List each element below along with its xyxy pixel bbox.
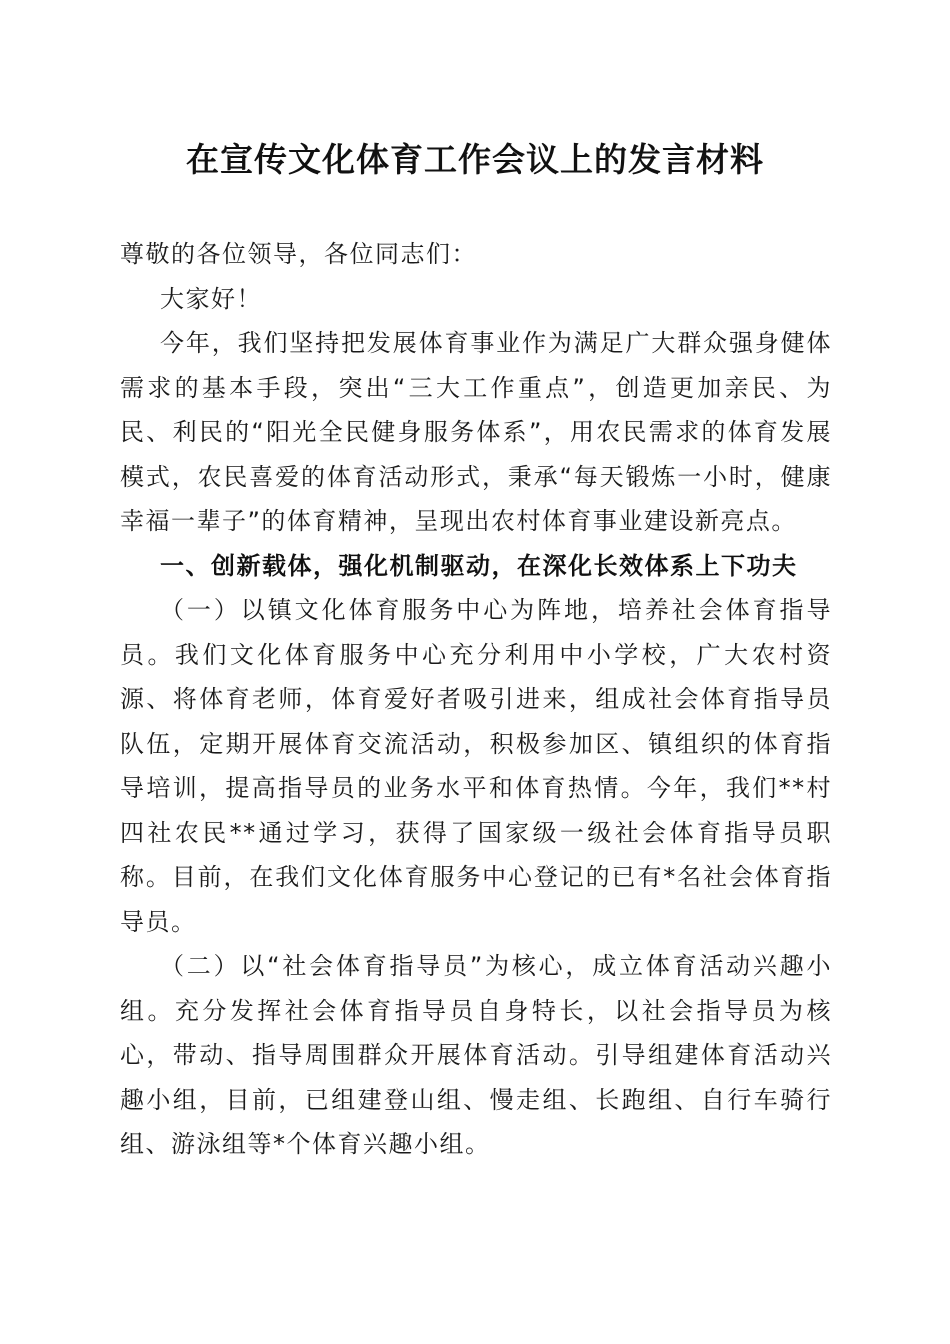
greeting: 大家好！ (160, 284, 262, 313)
document-body (120, 232, 832, 1167)
paragraph-item-1: （一）以镇文化体育服务中心为阵地，培养社会体育指导员。我们文化体育服务中心充分利用中小学校，广大农村资源、将体育老师，体育爱好者吸引进来，组成社会体育指导员队伍，定期开展体育交流活动，积极参加区、镇组织的体育指导培训，提高指导员的业务水平和体育热情。今年，我们**村四社农民**通过学习，获得了国家级一级社会体育指导员职称。目前，在我们文化体育服务中心登记的已有*名社会体育指导员。 (120, 596, 832, 936)
document-title: 在宣传文化体育工作会议上的发言材料 (186, 140, 764, 179)
salutation: 尊敬的各位领导，各位同志们： (120, 240, 477, 268)
intro-paragraph: 今年，我们坚持把发展体育事业作为满足广大群众强身健体需求的基本手段，突出“三大工作重点”，创造更加亲民、为民、利民的“阳光全民健身服务体系”，用农民需求的体育发展模式，农民喜爱的体育活动形式，秉承“每天锻炼一小时，健康幸福一辈子”的体育精神，呈现出农村体育事业建设新亮点。 (120, 329, 832, 535)
paragraph-item-2: （二）以“社会体育指导员”为核心，成立体育活动兴趣小组。充分发挥社会体育指导员自身特长，以社会指导员为核心，带动、指导周围群众开展体育活动。引导组建体育活动兴趣小组，目前，已组建登山组、慢走组、长跑组、自行车骑行组、游泳组等*个体育兴趣小组。 (120, 952, 832, 1158)
section-heading: 一、创新载体，强化机制驱动，在深化长效体系上下功夫 (160, 551, 798, 580)
